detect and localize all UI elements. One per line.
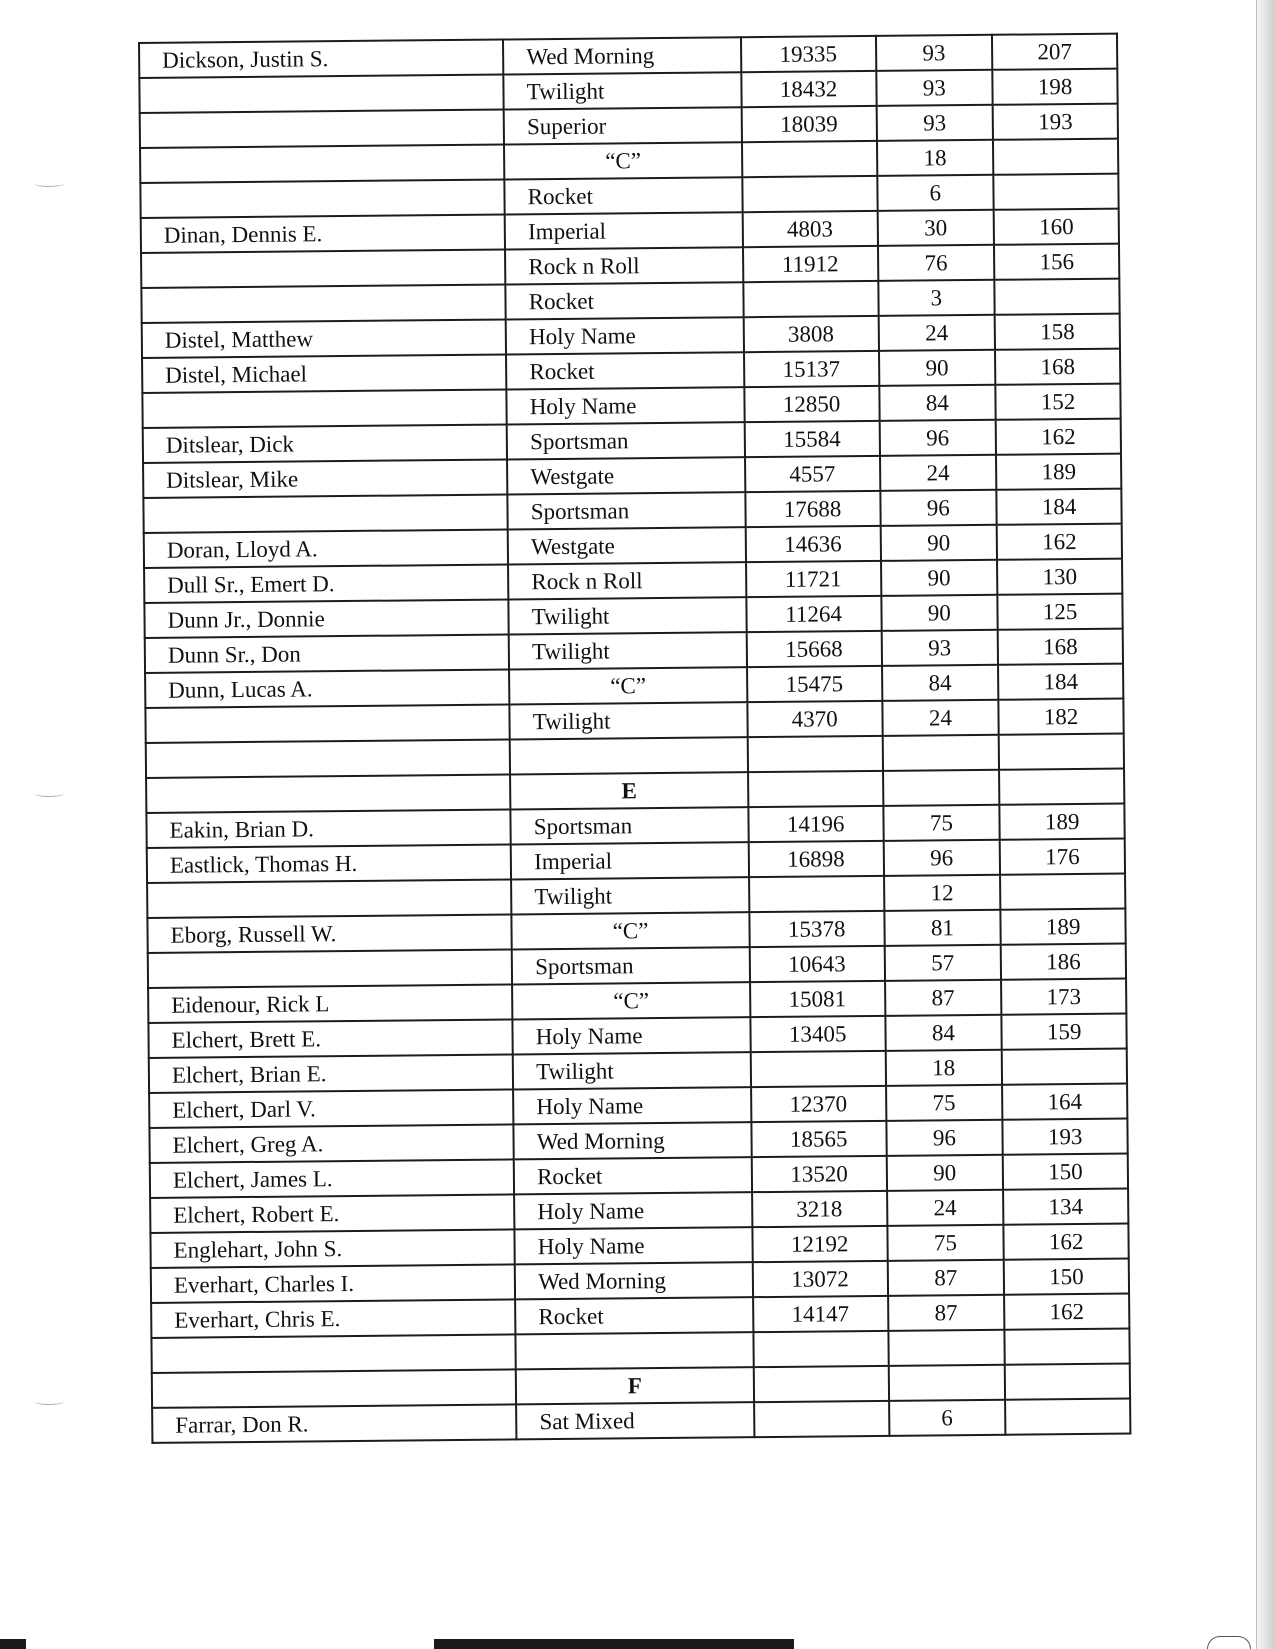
league-cell: Wed Morning [503,37,741,74]
average-cell [993,139,1118,175]
games-cell: 90 [886,1155,1003,1191]
league-cell: Imperial [505,212,743,249]
bowler-name-cell: Distel, Michael [142,354,507,392]
league-cell [510,737,748,774]
games-cell [883,770,1000,806]
games-cell [882,735,999,771]
average-cell: 207 [992,34,1117,70]
pins-cell [742,176,877,212]
bowler-name-cell [147,879,512,917]
pins-cell [749,876,884,912]
bowler-name-cell: Elchert, Greg A. [149,1124,514,1162]
page-curl [1207,1636,1251,1649]
average-cell: 193 [993,104,1118,140]
average-cell: 189 [996,454,1121,490]
games-cell: 75 [886,1085,1003,1121]
league-cell: Rocket [514,1157,752,1194]
bowler-name-cell [141,284,506,322]
bowler-name-cell: Elchert, Brett E. [148,1019,513,1057]
pins-cell: 13520 [751,1156,886,1192]
games-cell: 57 [884,945,1001,981]
scanner-edge [1256,0,1275,1649]
bowler-name-cell: Eastlick, Thomas H. [147,844,512,882]
games-cell: 30 [877,210,994,246]
binder-hole-mark [34,790,64,797]
average-cell: 189 [1000,804,1125,840]
league-cell: Sat Mixed [516,1402,754,1439]
binder-hole-mark [34,1398,64,1405]
pins-cell: 13405 [750,1016,885,1052]
league-cell: Wed Morning [514,1122,752,1159]
pins-cell: 14196 [748,806,883,842]
games-cell: 96 [880,490,997,526]
games-cell: 81 [884,910,1001,946]
pins-cell: 12192 [752,1226,887,1262]
bowler-name-cell [148,949,513,987]
pins-cell [754,1401,889,1437]
league-cell: Twilight [509,597,747,634]
league-cell: Twilight [511,877,749,914]
league-cell: “C” [512,912,750,949]
pins-cell: 15378 [749,911,884,947]
games-cell: 12 [884,875,1001,911]
pins-cell: 12850 [744,386,879,422]
bowler-name-cell: Ditslear, Dick [143,424,508,462]
pins-cell: 10643 [749,946,884,982]
league-cell: “C” [504,142,742,179]
pins-cell [748,771,883,807]
pins-cell [750,1051,885,1087]
bowler-name-cell: Elchert, Robert E. [150,1194,515,1232]
average-cell [1005,1399,1130,1435]
bowler-name-cell [140,109,505,147]
pins-cell: 11264 [746,596,881,632]
average-cell: 184 [998,664,1123,700]
pins-cell [753,1366,888,1402]
games-cell: 90 [878,350,995,386]
average-cell: 176 [1000,839,1125,875]
pins-cell: 4803 [742,211,877,247]
pins-cell: 15475 [747,666,882,702]
league-cell: Twilight [513,1052,751,1089]
games-cell: 84 [882,665,999,701]
average-cell [999,769,1124,805]
scan-border [0,1639,26,1649]
bowler-name-cell: Dickson, Justin S. [139,39,504,77]
games-cell: 6 [889,1400,1006,1436]
bowler-name-cell [142,389,507,427]
pins-cell: 12370 [751,1086,886,1122]
bowler-name-cell [140,179,505,217]
pins-cell: 14147 [753,1296,888,1332]
pins-cell: 18039 [741,106,876,142]
games-cell: 90 [881,595,998,631]
bowler-name-cell [143,494,508,532]
bowler-name-cell: Everhart, Charles I. [151,1264,516,1302]
league-cell [516,1332,754,1369]
league-cell: Sportsman [511,807,749,844]
average-cell: 168 [998,629,1123,665]
league-cell: Holy Name [514,1192,752,1229]
bowler-name-cell: Eborg, Russell W. [147,914,512,952]
average-cell [1002,1049,1127,1085]
league-cell: Twilight [504,72,742,109]
scan-border [434,1639,794,1649]
pins-cell [742,141,877,177]
bowler-name-cell: Dunn Sr., Don [145,634,510,672]
pins-cell: 13072 [752,1261,887,1297]
pins-cell: 11912 [743,246,878,282]
league-cell: Rocket [515,1297,753,1334]
pins-cell [747,736,882,772]
bowler-name-cell: Ditslear, Mike [143,459,508,497]
average-cell [1005,1364,1130,1400]
games-cell: 84 [885,1015,1002,1051]
name-cell [152,1369,517,1407]
average-cell [999,734,1124,770]
average-cell [1000,874,1125,910]
name-cell [146,774,511,812]
pins-cell: 18565 [751,1121,886,1157]
average-cell: 189 [1001,909,1126,945]
league-cell: “C” [512,982,750,1019]
bowler-name-cell [151,1334,516,1372]
games-cell: 90 [881,560,998,596]
games-cell: 96 [883,840,1000,876]
games-cell: 24 [880,455,997,491]
pins-cell: 4557 [745,456,880,492]
bowler-name-cell [139,74,504,112]
average-cell: 162 [1004,1294,1129,1330]
average-cell: 162 [997,524,1122,560]
bowler-name-cell [146,739,511,777]
pins-cell [743,281,878,317]
bowler-name-cell: Dinan, Dennis E. [141,214,506,252]
games-cell: 93 [876,70,993,106]
games-cell: 3 [878,280,995,316]
league-cell: Twilight [509,632,747,669]
average-cell [1005,1329,1130,1365]
average-cell: 158 [995,314,1120,350]
pins-cell: 18432 [741,71,876,107]
binder-hole-mark [34,180,64,187]
league-cell: Imperial [511,842,749,879]
pins-cell: 15137 [744,351,879,387]
average-cell: 134 [1003,1189,1128,1225]
league-cell: Holy Name [513,1017,751,1054]
league-cell: Rock n Roll [505,247,743,284]
games-cell [888,1330,1005,1366]
league-cell: Rocket [506,282,744,319]
games-cell: 24 [882,700,999,736]
pins-cell: 17688 [745,491,880,527]
pins-cell [753,1331,888,1367]
games-cell: 87 [885,980,1002,1016]
bowler-name-cell: Elchert, James L. [150,1159,515,1197]
league-cell: Holy Name [507,387,745,424]
games-cell: 24 [878,315,995,351]
bowler-name-cell: Eidenour, Rick L [148,984,513,1022]
games-cell: 75 [887,1225,1004,1261]
bowler-name-cell: Dull Sr., Emert D. [144,564,509,602]
average-cell [995,279,1120,315]
league-cell: Rock n Roll [508,562,746,599]
league-cell: Westgate [508,527,746,564]
league-cell: Westgate [507,457,745,494]
average-cell: 150 [1004,1259,1129,1295]
games-cell: 76 [877,245,994,281]
games-cell: 96 [886,1120,1003,1156]
bowler-roster-table [138,33,1131,1444]
average-cell: 152 [996,384,1121,420]
pins-cell: 15668 [746,631,881,667]
section-letter: F [516,1367,754,1404]
pins-cell: 4370 [747,701,882,737]
games-cell: 87 [887,1260,1004,1296]
pins-cell: 15584 [744,421,879,457]
average-cell: 150 [1003,1154,1128,1190]
pins-cell: 16898 [748,841,883,877]
games-cell: 18 [885,1050,1002,1086]
league-cell: Sportsman [512,947,750,984]
average-cell: 186 [1001,944,1126,980]
section-letter: E [510,772,748,809]
pins-cell: 19335 [741,36,876,72]
bowler-name-cell: Englehart, John S. [150,1229,515,1267]
league-cell: “C” [509,667,747,704]
games-cell: 87 [888,1295,1005,1331]
games-cell: 84 [879,385,996,421]
league-cell: Holy Name [515,1227,753,1264]
average-cell: 184 [997,489,1122,525]
bowler-name-cell: Distel, Matthew [142,319,507,357]
pins-cell: 3218 [752,1191,887,1227]
games-cell: 93 [876,105,993,141]
games-cell: 96 [879,420,996,456]
average-cell: 162 [996,419,1121,455]
bowler-name-cell [140,144,505,182]
games-cell [888,1365,1005,1401]
games-cell: 6 [877,175,994,211]
league-cell: Wed Morning [515,1262,753,1299]
league-cell: Rocket [505,177,743,214]
average-cell: 159 [1002,1014,1127,1050]
average-cell: 193 [1003,1119,1128,1155]
bowler-name-cell [141,249,506,287]
average-cell: 198 [993,69,1118,105]
average-cell: 182 [999,699,1124,735]
average-cell: 162 [1004,1224,1129,1260]
league-cell: Sportsman [508,492,746,529]
average-cell: 164 [1002,1084,1127,1120]
average-cell: 173 [1001,979,1126,1015]
bowler-name-cell [145,704,510,742]
games-cell: 18 [876,140,993,176]
bowler-name-cell: Doran, Lloyd A. [144,529,509,567]
average-cell: 130 [997,559,1122,595]
league-cell: Holy Name [506,317,744,354]
games-cell: 93 [875,35,992,71]
average-cell: 160 [994,209,1119,245]
bowler-name-cell: Elchert, Darl V. [149,1089,514,1127]
games-cell: 75 [883,805,1000,841]
games-cell: 24 [887,1190,1004,1226]
pins-cell: 3808 [743,316,878,352]
league-cell: Rocket [506,352,744,389]
league-cell: Sportsman [507,422,745,459]
games-cell: 90 [880,525,997,561]
average-cell [994,174,1119,210]
bowler-name-cell: Dunn, Lucas A. [145,669,510,707]
pins-cell: 14636 [745,526,880,562]
pins-cell: 11721 [746,561,881,597]
average-cell: 156 [994,244,1119,280]
pins-cell: 15081 [750,981,885,1017]
average-cell: 168 [995,349,1120,385]
games-cell: 93 [881,630,998,666]
average-cell: 125 [998,594,1123,630]
league-cell: Superior [504,107,742,144]
bowler-name-cell: Eakin, Brian D. [146,809,511,847]
league-cell: Twilight [510,702,748,739]
roster-body [139,34,1130,1443]
bowler-name-cell: Elchert, Brian E. [149,1054,514,1092]
bowler-name-cell: Everhart, Chris E. [151,1299,516,1337]
bowler-name-cell: Dunn Jr., Donnie [144,599,509,637]
bowler-name-cell: Farrar, Don R. [152,1404,517,1442]
league-cell: Holy Name [513,1087,751,1124]
